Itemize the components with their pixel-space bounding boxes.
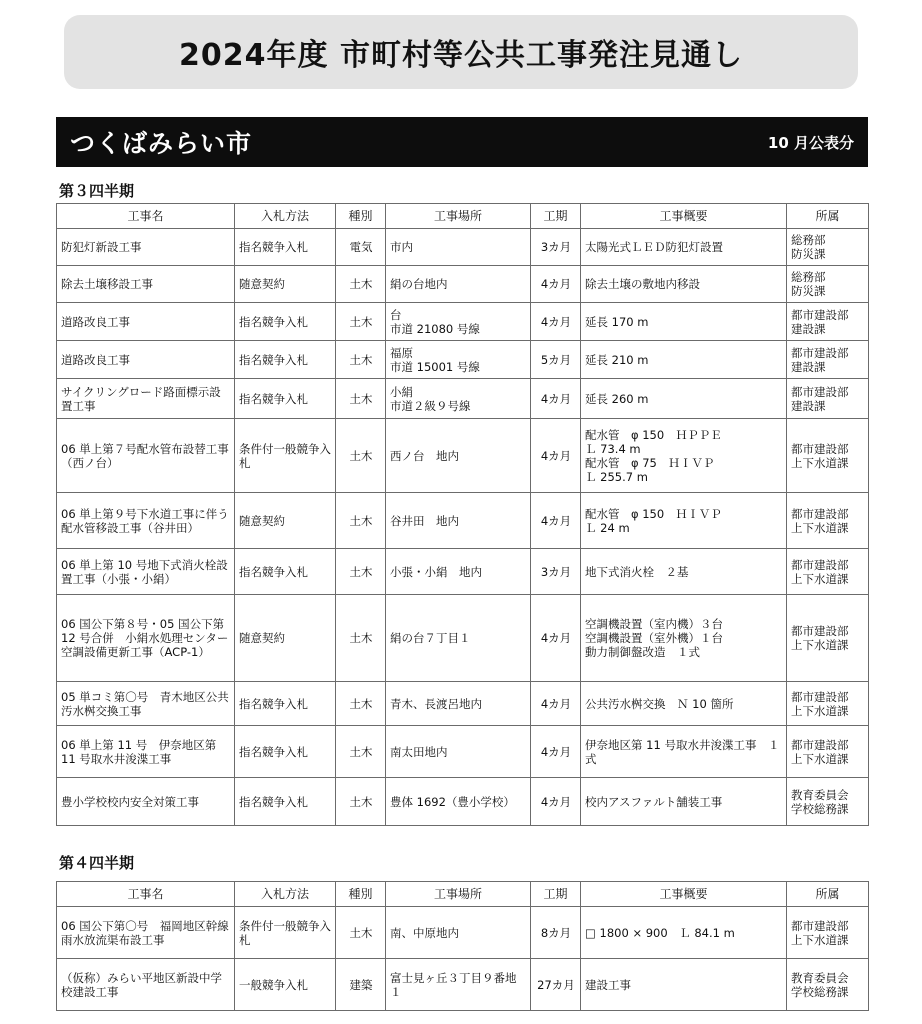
bid-method: 随意契約 [235, 266, 336, 303]
col-header-type: 種別 [336, 882, 386, 907]
work-name: 06 単上第 11 号 伊奈地区第 11 号取水井浚渫工事 [57, 726, 235, 778]
work-type: 土木 [336, 493, 386, 549]
table-row [57, 959, 869, 1011]
work-period: 4カ月 [531, 493, 581, 549]
bid-method: 指名競争入札 [235, 726, 336, 778]
work-summary: 地下式消火栓 ２基 [581, 549, 787, 595]
work-location: 小絹 市道２級９号線 [386, 379, 531, 419]
work-name: 道路改良工事 [57, 303, 235, 341]
bid-method: 随意契約 [235, 493, 336, 549]
work-period: 4カ月 [531, 595, 581, 682]
work-location: 南、中原地内 [386, 907, 531, 959]
work-name: 除去土壌移設工事 [57, 266, 235, 303]
work-name: 道路改良工事 [57, 341, 235, 379]
work-summary: 建設工事 [581, 959, 787, 1011]
col-header-summary: 工事概要 [581, 204, 787, 229]
table-row [57, 778, 869, 826]
work-summary: 伊奈地区第 11 号取水井浚渫工事 １式 [581, 726, 787, 778]
work-dept: 都市建設部 上下水道課 [787, 549, 869, 595]
work-dept: 都市建設部 建設課 [787, 303, 869, 341]
col-header-method: 入札方法 [235, 882, 336, 907]
table-row [57, 303, 869, 341]
work-summary: 配水管 φ 150 ＨＩＶＰ Ｌ 24 m [581, 493, 787, 549]
work-period: 4カ月 [531, 419, 581, 493]
work-type: 土木 [336, 778, 386, 826]
table-header-row [57, 882, 869, 907]
table-row [57, 595, 869, 682]
col-header-dept: 所属 [787, 204, 869, 229]
work-dept: 都市建設部 上下水道課 [787, 907, 869, 959]
work-location: 西ノ台 地内 [386, 419, 531, 493]
work-type: 土木 [336, 682, 386, 726]
bid-method: 条件付一般競争入札 [235, 907, 336, 959]
work-name: 豊小学校校内安全対策工事 [57, 778, 235, 826]
table-row [57, 341, 869, 379]
bid-method: 指名競争入札 [235, 549, 336, 595]
city-header-bar [56, 117, 868, 167]
quarter-4-heading: 第４四半期 [59, 854, 135, 872]
bid-method: 指名競争入札 [235, 303, 336, 341]
work-name: 防犯灯新設工事 [57, 229, 235, 266]
work-dept: 都市建設部 上下水道課 [787, 682, 869, 726]
work-name: （仮称）みらい平地区新設中学校建設工事 [57, 959, 235, 1011]
work-summary: 公共汚水桝交換 Ｎ 10 箇所 [581, 682, 787, 726]
work-location: 谷井田 地内 [386, 493, 531, 549]
col-header-summary: 工事概要 [581, 882, 787, 907]
page-title: 2024年度 市町村等公共工事発注見通し [179, 38, 743, 73]
work-type: 建築 [336, 959, 386, 1011]
col-header-name: 工事名 [57, 882, 235, 907]
work-period: 4カ月 [531, 682, 581, 726]
work-period: 4カ月 [531, 726, 581, 778]
col-header-period: 工期 [531, 204, 581, 229]
table-header-row [57, 204, 869, 229]
bid-method: 指名競争入札 [235, 229, 336, 266]
work-type: 土木 [336, 726, 386, 778]
work-location: 南太田地内 [386, 726, 531, 778]
q4-works-table [56, 881, 869, 1011]
work-dept: 都市建設部 上下水道課 [787, 419, 869, 493]
work-name: 06 単上第７号配水管布設替工事（西ノ台） [57, 419, 235, 493]
work-location: 青木、長渡呂地内 [386, 682, 531, 726]
work-name: 06 単上第 10 号地下式消火栓設置工事（小張・小絹） [57, 549, 235, 595]
work-summary: 延長 260 m [581, 379, 787, 419]
bid-method: 指名競争入札 [235, 778, 336, 826]
work-name: 05 単コミ第〇号 青木地区公共汚水桝交換工事 [57, 682, 235, 726]
work-location: 小張・小絹 地内 [386, 549, 531, 595]
work-dept: 都市建設部 建設課 [787, 341, 869, 379]
work-name: 06 国公下第〇号 福岡地区幹線雨水放流渠布設工事 [57, 907, 235, 959]
bid-method: 一般競争入札 [235, 959, 336, 1011]
work-dept: 総務部 防災課 [787, 266, 869, 303]
work-type: 土木 [336, 595, 386, 682]
title-banner [64, 15, 858, 89]
work-location: 豊体 1692（豊小学校） [386, 778, 531, 826]
work-location: 台 市道 21080 号線 [386, 303, 531, 341]
table-row [57, 493, 869, 549]
table-row [57, 229, 869, 266]
work-dept: 都市建設部 建設課 [787, 379, 869, 419]
bid-method: 条件付一般競争入札 [235, 419, 336, 493]
work-location: 福原 市道 15001 号線 [386, 341, 531, 379]
bid-method: 指名競争入札 [235, 341, 336, 379]
bid-method: 指名競争入札 [235, 682, 336, 726]
work-name: 06 単上第９号下水道工事に伴う配水管移設工事（谷井田） [57, 493, 235, 549]
work-type: 土木 [336, 266, 386, 303]
work-period: 4カ月 [531, 303, 581, 341]
q3-works-table [56, 203, 869, 826]
work-summary: □ 1800 × 900 Ｌ 84.1 m [581, 907, 787, 959]
work-type: 土木 [336, 907, 386, 959]
work-period: 5カ月 [531, 341, 581, 379]
work-summary: 延長 170 m [581, 303, 787, 341]
col-header-method: 入札方法 [235, 204, 336, 229]
work-type: 電気 [336, 229, 386, 266]
work-name: サイクリングロード路面標示設置工事 [57, 379, 235, 419]
table-row [57, 726, 869, 778]
work-dept: 都市建設部 上下水道課 [787, 726, 869, 778]
table-row [57, 549, 869, 595]
table-row [57, 682, 869, 726]
bid-method: 指名競争入札 [235, 379, 336, 419]
city-name: つくばみらい市 [70, 129, 253, 158]
col-header-type: 種別 [336, 204, 386, 229]
work-dept: 都市建設部 上下水道課 [787, 493, 869, 549]
col-header-location: 工事場所 [386, 882, 531, 907]
table-row [57, 379, 869, 419]
work-period: 8カ月 [531, 907, 581, 959]
work-summary: 校内アスファルト舗装工事 [581, 778, 787, 826]
col-header-name: 工事名 [57, 204, 235, 229]
announcement-label: 10 月公表分 [767, 133, 854, 152]
work-type: 土木 [336, 303, 386, 341]
work-type: 土木 [336, 379, 386, 419]
work-summary: 延長 210 m [581, 341, 787, 379]
work-dept: 教育委員会 学校総務課 [787, 778, 869, 826]
work-summary: 太陽光式ＬＥＤ防犯灯設置 [581, 229, 787, 266]
col-header-location: 工事場所 [386, 204, 531, 229]
work-dept: 都市建設部 上下水道課 [787, 595, 869, 682]
work-period: 4カ月 [531, 778, 581, 826]
work-summary: 除去土壌の敷地内移設 [581, 266, 787, 303]
table-row [57, 907, 869, 959]
work-location: 絹の台７丁目１ [386, 595, 531, 682]
work-name: 06 国公下第８号・05 国公下第 12 号合併 小絹水処理センター空調設備更新工事（ACP-1） [57, 595, 235, 682]
col-header-dept: 所属 [787, 882, 869, 907]
work-dept: 総務部 防災課 [787, 229, 869, 266]
work-summary: 空調機設置（室内機）３台 空調機設置（室外機）１台 動力制御盤改造 １式 [581, 595, 787, 682]
table-row [57, 266, 869, 303]
work-period: 4カ月 [531, 266, 581, 303]
work-period: 27カ月 [531, 959, 581, 1011]
work-period: 3カ月 [531, 229, 581, 266]
col-header-period: 工期 [531, 882, 581, 907]
work-type: 土木 [336, 419, 386, 493]
table-row [57, 419, 869, 493]
work-dept: 教育委員会 学校総務課 [787, 959, 869, 1011]
quarter-3-heading: 第３四半期 [59, 182, 135, 200]
work-type: 土木 [336, 341, 386, 379]
bid-method: 随意契約 [235, 595, 336, 682]
work-period: 4カ月 [531, 379, 581, 419]
work-location: 絹の台地内 [386, 266, 531, 303]
work-summary: 配水管 φ 150 ＨＰＰＥ Ｌ 73.4 m 配水管 φ 75 ＨＩＶＰ Ｌ 255.7 m [581, 419, 787, 493]
work-type: 土木 [336, 549, 386, 595]
work-location: 富士見ヶ丘３丁目９番地１ [386, 959, 531, 1011]
work-location: 市内 [386, 229, 531, 266]
work-period: 3カ月 [531, 549, 581, 595]
